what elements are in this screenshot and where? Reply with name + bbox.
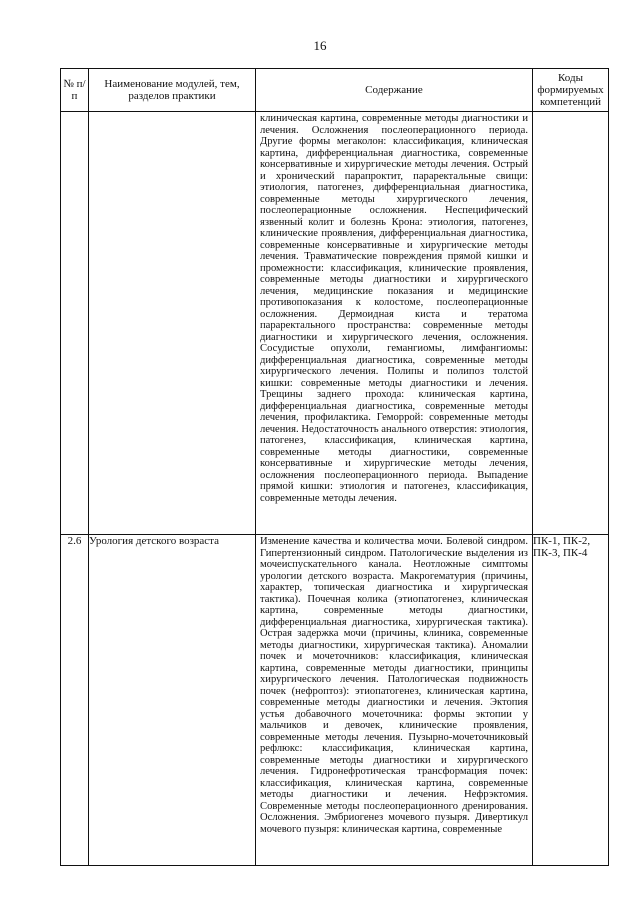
header-num: № п/п: [61, 69, 89, 112]
row-module: Урология детского возраста: [89, 535, 256, 866]
table-row: [61, 112, 609, 535]
row-codes: ПК-1, ПК-2, ПК-3, ПК-4: [533, 535, 609, 866]
row-content: клиническая картина, современные методы диагностики и лечения. Осложнения послеоперационного периода. Другие формы мегаколон: классификация, клиническая картина, дифференциальная диагностика, современные консервативные и хирургические методы лечения. Острый и хронический парапроктит, параректальные свищи: этиология, патогенез, дифференциальная диагностика, современные методы хирургического лечения, послеоперационные осложнения. Неспецифический язвенный колит и болезнь Крона: этиология, патогенез, клинические проявления, дифференциальная диагностика, современные консервативные и хирургические методы лечения. Травматические повреждения прямой кишки и промежности: классификация, клинические проявления, современные методы диагностики и хирургического лечения, медицинские показания и медицинские противопоказания к колостоме, послеоперационные осложнения. Дермоидная киста и тератома параректального пространства: современные методы диагностики и хирургического лечения, осложнения. Сосудистые опухоли, гемангиомы, лимфангиомы: дифференциальная диагностика, современные методы хирургического лечения. Полипы и полипоз толстой кишки: современные методы диагностики и лечения. Трещины заднего прохода: клиническая картина, дифференциальная диагностика, современные методы лечения, профилактика. Геморрой: современные методы лечения. Недостаточность анального отверстия: этиология, патогенез, классификация, клиническая картина, современные методы диагностики, современные консервативные и хирургические методы лечения, осложнения послеоперационного периода. Выпадение прямой кишки: этиология и патогенез, классификация, современные методы лечения.: [260, 113, 528, 504]
row-num: [61, 112, 89, 535]
row-content-cell: [256, 535, 533, 866]
header-codes: Коды формируемых компетенций: [533, 69, 609, 112]
header-content: Содержание: [256, 69, 533, 112]
table-row: [61, 535, 609, 866]
header-module: Наименование модулей, тем, разделов практики: [89, 69, 256, 112]
row-num: 2.6: [61, 535, 89, 866]
row-content: Изменение качества и количества мочи. Болевой синдром. Гипертензионный синдром. Патологические выделения из мочеиспускательного канала. Неотложные симптомы урологии детского возраста. Макрогематурия (причины, характер, топическая диагностика и хирургическая тактика). Почечная колика (этиопатогенез, клиническая картина, современные методы диагностики, дифференциальная диагностика, хирургическая тактика). Острая задержка мочи (причины, клиника, современные методы диагностики, хирургическая тактика). Аномалии почек и мочеточников: классификация, клиническая картина, современные методы диагностики, принципы хирургического лечения. Патологическая подвижность почек (нефроптоз): этиопатогенез, клиническая картина, современные методы диагностики и лечения. Эктопия устья добавочного мочеточника: формы эктопии у мальчиков и девочек, клинические проявления, современные методы лечения. Пузырно-мочеточниковый рефлюкс: классификация, клиническая картина, современные методы диагностики и хирургического лечения. Гидронефротическая трансформация почек: классификация, клиническая картина, современные методы диагностики и лечения. Нефрэктомия. Современные методы послеоперационного дренирования. Осложнения. Эмбриогенез мочевого пузыря. Дивертикул мочевого пузыря: клиническая картина, современные: [260, 536, 528, 835]
page-number: 16: [313, 38, 327, 53]
table-header-row: [61, 69, 609, 112]
row-content-cell: [256, 112, 533, 535]
row-codes: [533, 112, 609, 535]
curriculum-table: [60, 68, 609, 866]
row-module: [89, 112, 256, 535]
